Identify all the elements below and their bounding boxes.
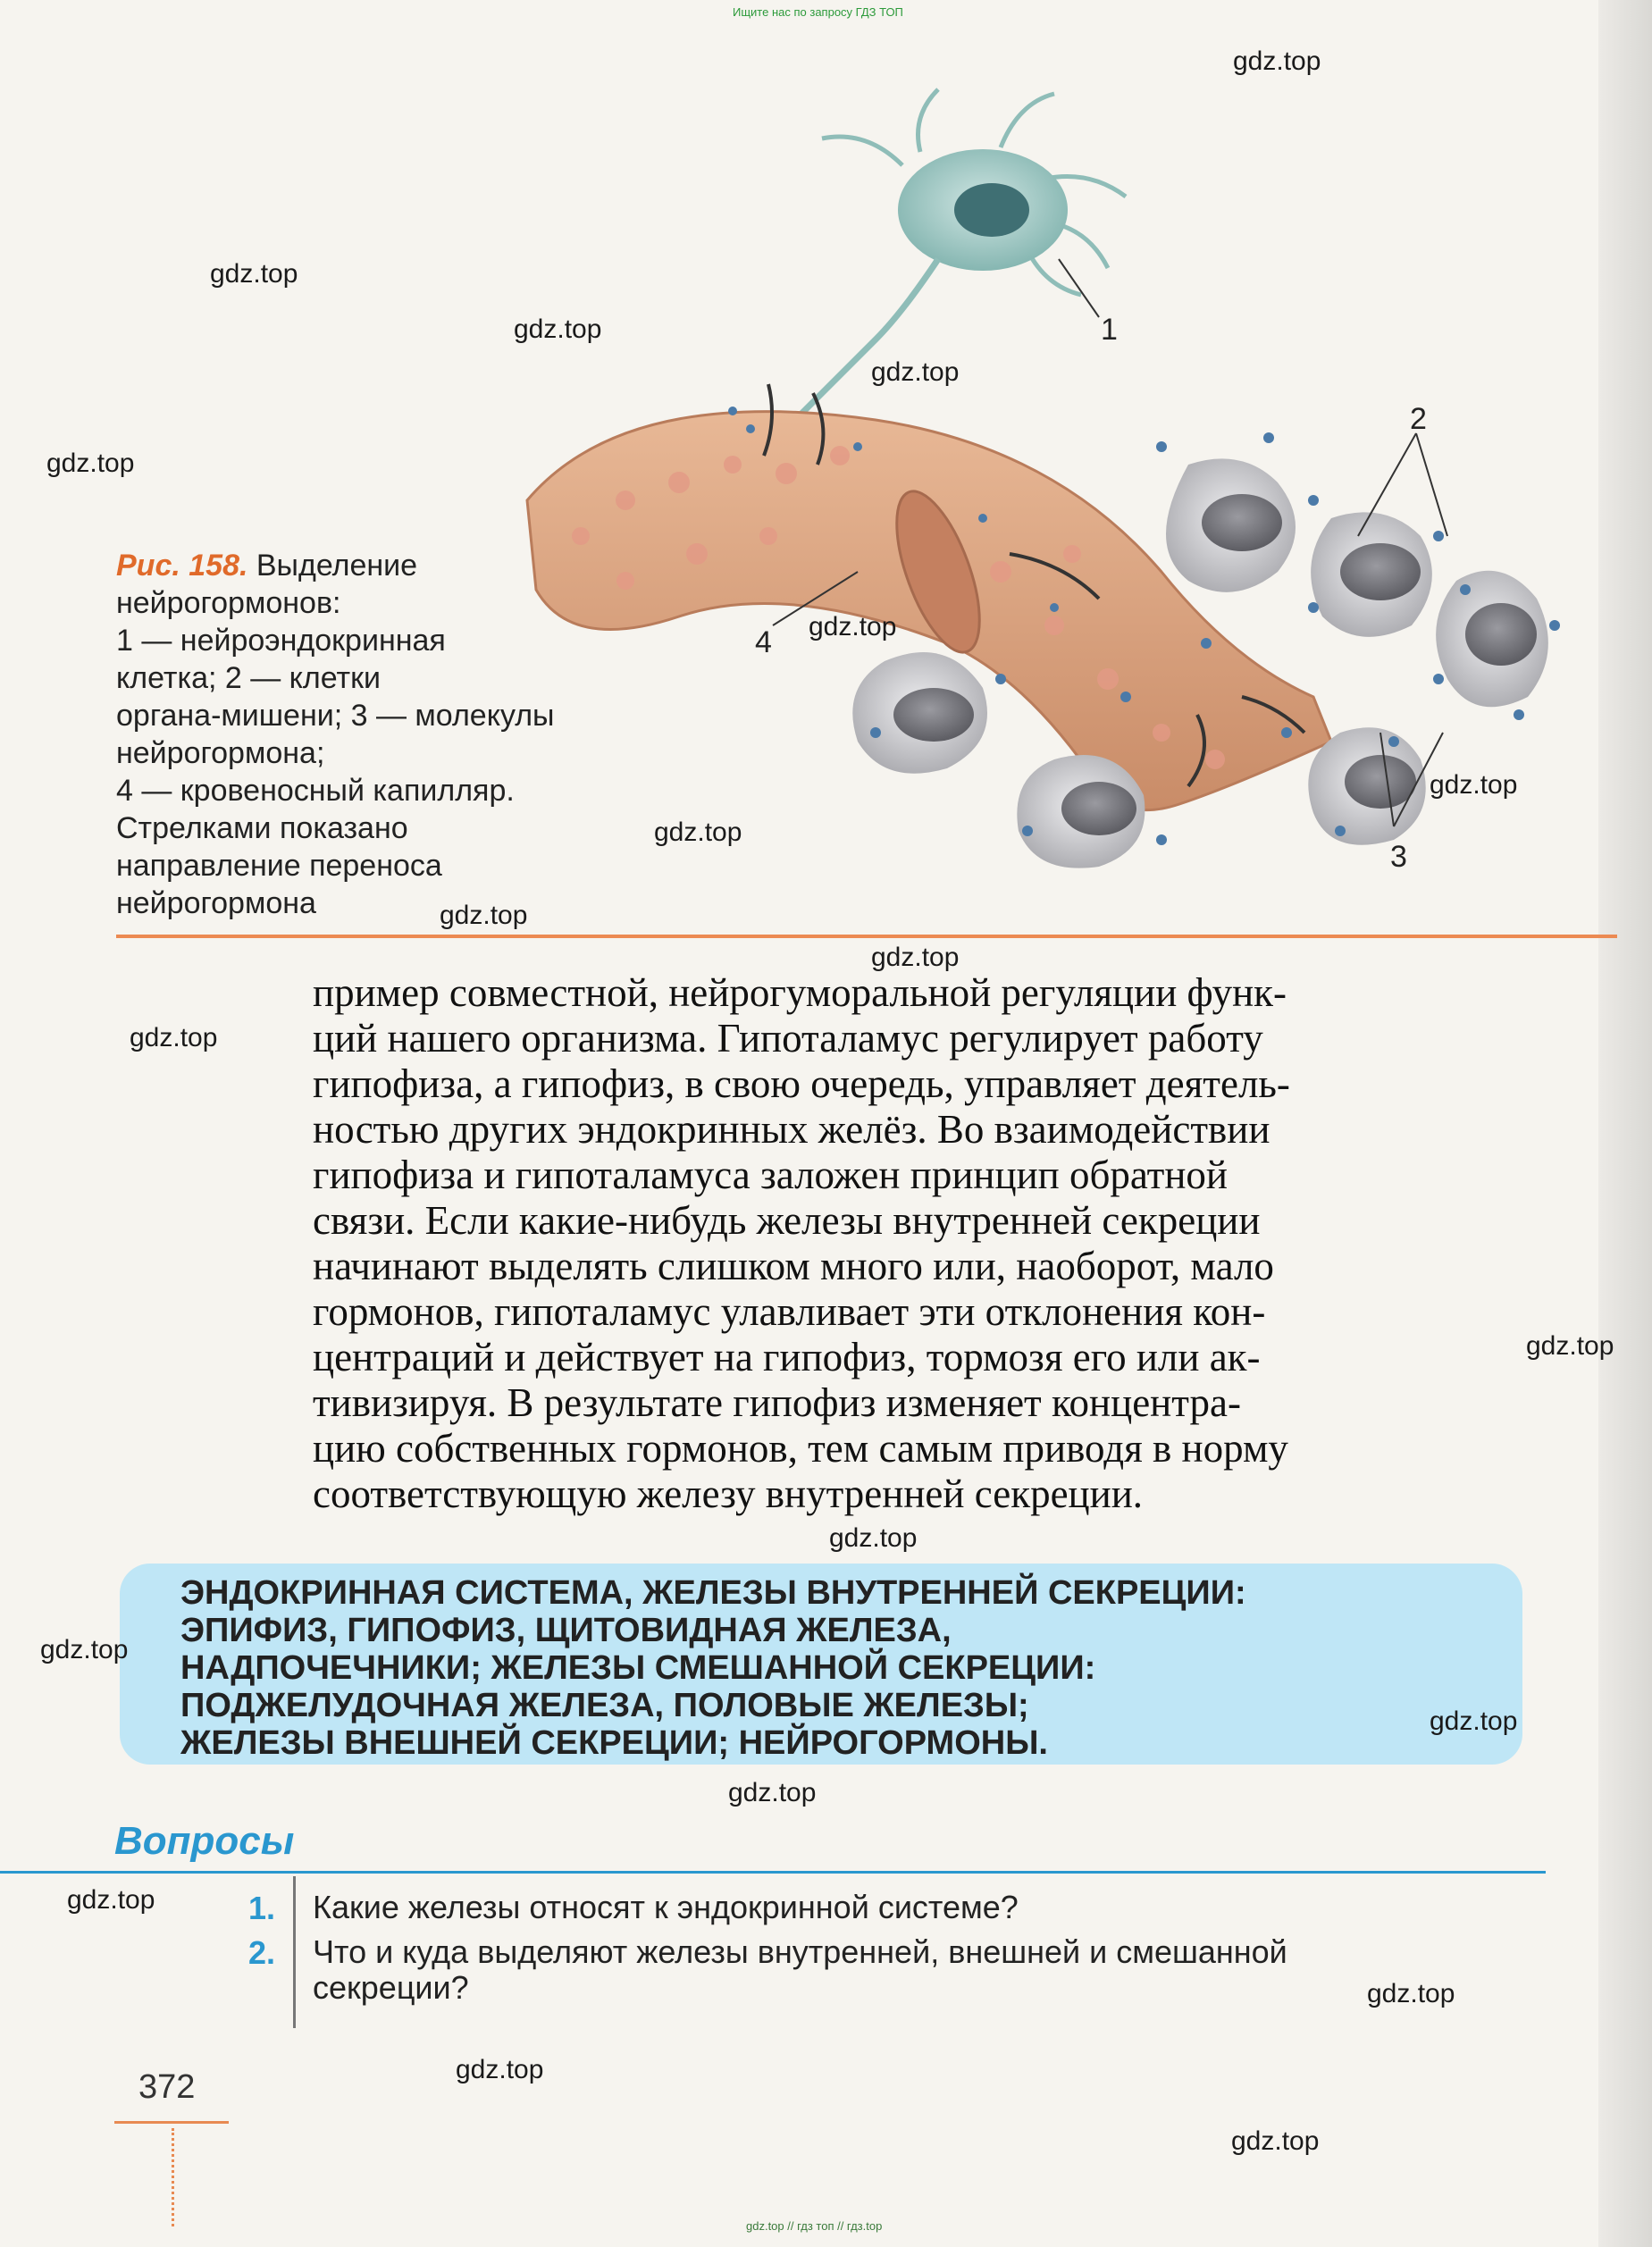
watermark: gdz.top xyxy=(654,817,742,847)
section-divider xyxy=(116,935,1617,938)
neuroendocrine-cell xyxy=(759,89,1126,456)
watermark: gdz.top xyxy=(46,449,135,478)
questions-underline xyxy=(0,1871,1546,1874)
callout-2: 2 xyxy=(1410,402,1427,436)
page-number-underline xyxy=(114,2121,229,2124)
body-paragraph: пример совместной, нейрогуморальной регуляции функ- ций нашего организма. Гипоталамус регулирует работу гипофиза, а гипофиз, в свою очередь, управляет деятель- ностью других эндокринных желёз. Во взаимодействии гипофиза и гипоталамуса заложен принцип обратной связи. Если какие-нибудь железы внутренней секреции начинают выделять слишком много или, наоборот, мало гормонов, гипоталамус улавливает эти отклонения кон- центраций и действует на гипофиз, тормозя его или ак- тивизируя. В результате гипофиз изменяет концентра- цию собственных гормонов, тем самым приводя в норму соответствующую железу внутренней секреции. xyxy=(313,970,1290,1516)
question-number-2: 2. xyxy=(247,1934,275,1971)
watermark: gdz.top xyxy=(1430,770,1518,800)
watermark: gdz.top xyxy=(67,1885,155,1915)
watermark: gdz.top xyxy=(1526,1331,1614,1361)
watermark: gdz.top xyxy=(1233,46,1321,76)
figure-caption: Рис. 158. Выделение нейрогормонов: 1 — нейроэндокринная клетка; 2 — клетки органа-мишени; 3 — молекулы нейрогормона; 4 — кровеносный капилляр. Стрелками показано направление переноса нейрогормона xyxy=(116,549,555,920)
watermark: gdz.top xyxy=(440,901,528,930)
watermark: gdz.top xyxy=(728,1778,817,1807)
question-1: Какие железы относят к эндокринной системе? xyxy=(313,1889,1019,1925)
figure-label: Рис. 158. xyxy=(116,549,248,583)
watermark: gdz.top xyxy=(829,1523,918,1553)
callout-1: 1 xyxy=(1101,313,1118,347)
questions-title: Вопросы xyxy=(114,1819,295,1863)
key-terms: ЭНДОКРИННАЯ СИСТЕМА, ЖЕЛЕЗЫ ВНУТРЕННЕЙ СЕКРЕЦИИ: ЭПИФИЗ, ГИПОФИЗ, ЩИТОВИДНАЯ ЖЕЛЕЗА, НАДПОЧЕЧНИКИ; ЖЕЛЕЗЫ СМЕШАННОЙ СЕКРЕЦИИ: ПОДЖЕЛУДОЧНАЯ ЖЕЛЕЗА, ПОЛОВЫЕ ЖЕЛЕЗЫ; ЖЕЛЕЗЫ ВНЕШНЕЙ СЕКРЕЦИИ; НЕЙРОГОРМОНЫ. xyxy=(180,1574,1246,1762)
watermark: gdz.top xyxy=(456,2055,544,2084)
watermark: gdz.top xyxy=(40,1635,129,1664)
watermark: gdz.top xyxy=(210,259,298,289)
watermark: gdz.top xyxy=(1367,1979,1455,2008)
question-2: Что и куда выделяют железы внутренней, внешней и смешанной секреции? xyxy=(313,1933,1287,2006)
watermark: gdz.top xyxy=(514,314,602,344)
watermark: gdz.top xyxy=(130,1023,218,1052)
page-number: 372 xyxy=(138,2068,196,2106)
questions-vertical-line xyxy=(293,1876,296,2028)
watermark: gdz.top xyxy=(1231,2126,1320,2156)
question-number-1: 1. xyxy=(247,1890,275,1926)
page-number-dotted-line xyxy=(172,2128,174,2226)
callout-3: 3 xyxy=(1390,840,1407,874)
watermark: gdz.top xyxy=(809,612,897,641)
bottom-notice: gdz.top // гдз топ // гдз.top xyxy=(746,2219,883,2233)
callout-4: 4 xyxy=(755,625,772,659)
watermark: gdz.top xyxy=(871,943,960,972)
watermark: gdz.top xyxy=(1430,1706,1518,1736)
watermark: gdz.top xyxy=(871,357,960,387)
top-notice: Ищите нас по запросу ГДЗ ТОП xyxy=(733,5,903,19)
